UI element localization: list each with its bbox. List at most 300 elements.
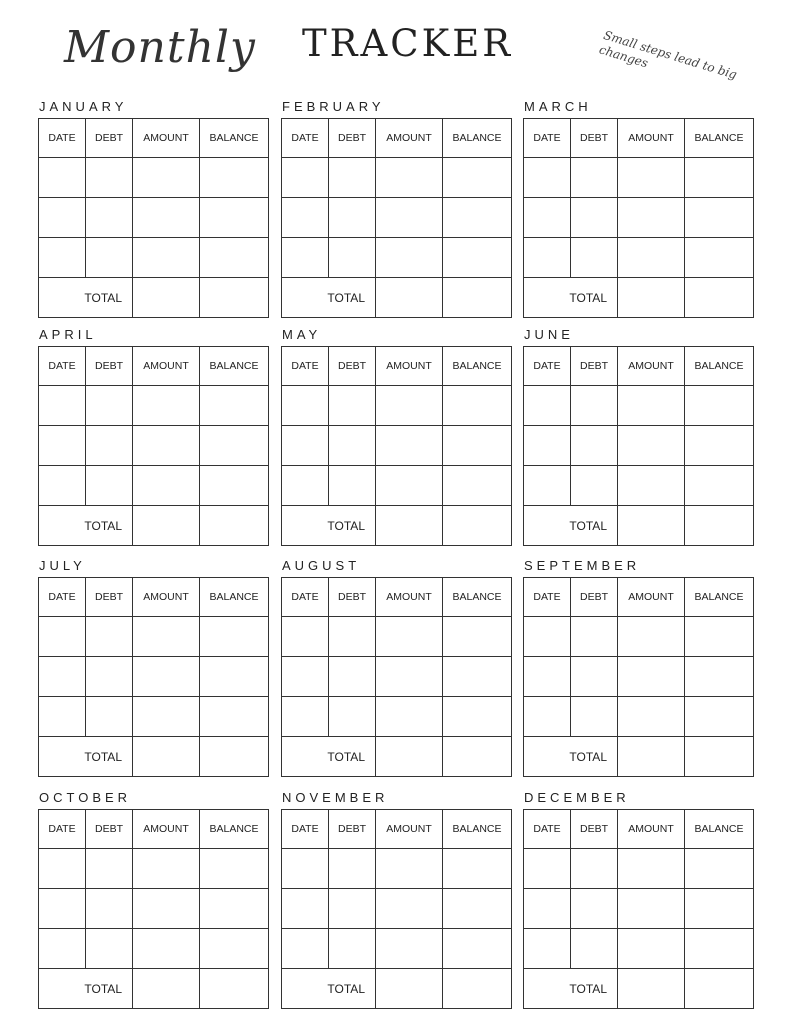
entry-cell[interactable]	[618, 158, 685, 198]
month-name: NOVEMBER	[282, 790, 389, 805]
total-label: TOTAL	[39, 969, 133, 1009]
entry-cell[interactable]	[282, 617, 329, 657]
entry-cell[interactable]	[443, 386, 512, 426]
column-header: BALANCE	[443, 347, 512, 386]
entry-cell[interactable]	[200, 466, 269, 506]
header-row	[39, 119, 269, 158]
entry-cell[interactable]	[685, 198, 754, 238]
entry-cell[interactable]	[282, 929, 329, 969]
entry-cell[interactable]	[133, 929, 200, 969]
entry-cell[interactable]	[524, 158, 571, 198]
entry-cell[interactable]	[618, 198, 685, 238]
column-header: AMOUNT	[618, 119, 685, 158]
total-cell[interactable]	[685, 969, 754, 1009]
entry-cell[interactable]	[443, 238, 512, 278]
entry-cell[interactable]	[282, 198, 329, 238]
entry-cell[interactable]	[86, 466, 133, 506]
total-label: TOTAL	[39, 278, 133, 318]
entry-cell[interactable]	[329, 426, 376, 466]
table-row	[39, 617, 269, 657]
entry-cell[interactable]	[39, 889, 86, 929]
entry-cell[interactable]	[618, 889, 685, 929]
month-table	[281, 346, 512, 546]
month-table	[38, 118, 269, 318]
column-header: AMOUNT	[376, 119, 443, 158]
entry-cell[interactable]	[329, 889, 376, 929]
column-header: DATE	[282, 119, 329, 158]
entry-cell[interactable]	[39, 657, 86, 697]
table-row	[524, 889, 754, 929]
month-name: JUNE	[524, 327, 574, 342]
entry-cell[interactable]	[133, 889, 200, 929]
entry-cell[interactable]	[39, 386, 86, 426]
total-row	[524, 506, 754, 546]
header-row	[282, 810, 512, 849]
entry-cell[interactable]	[571, 158, 618, 198]
entry-cell[interactable]	[200, 617, 269, 657]
column-header: AMOUNT	[133, 578, 200, 617]
total-label: TOTAL	[39, 506, 133, 546]
column-header: DATE	[39, 578, 86, 617]
entry-cell[interactable]	[685, 617, 754, 657]
entry-cell[interactable]	[376, 617, 443, 657]
total-cell[interactable]	[133, 506, 200, 546]
tagline: Small steps lead to big changes	[597, 28, 739, 82]
entry-cell[interactable]	[571, 198, 618, 238]
table-row	[39, 238, 269, 278]
entry-cell[interactable]	[329, 929, 376, 969]
month-table	[523, 346, 754, 546]
table-row	[282, 426, 512, 466]
column-header: DATE	[282, 347, 329, 386]
page-title: TRACKER	[302, 22, 514, 65]
entry-cell[interactable]	[618, 426, 685, 466]
total-cell[interactable]	[443, 506, 512, 546]
total-cell[interactable]	[685, 278, 754, 318]
table-row	[524, 386, 754, 426]
total-cell[interactable]	[133, 278, 200, 318]
entry-cell[interactable]	[524, 929, 571, 969]
entry-cell[interactable]	[86, 158, 133, 198]
entry-cell[interactable]	[282, 657, 329, 697]
entry-cell[interactable]	[39, 466, 86, 506]
entry-cell[interactable]	[133, 426, 200, 466]
column-header: AMOUNT	[133, 347, 200, 386]
entry-cell[interactable]	[329, 849, 376, 889]
total-cell[interactable]	[685, 506, 754, 546]
column-header: DATE	[39, 347, 86, 386]
entry-cell[interactable]	[86, 849, 133, 889]
entry-cell[interactable]	[39, 929, 86, 969]
column-header: DEBT	[86, 119, 133, 158]
month-name: APRIL	[39, 327, 97, 342]
entry-cell[interactable]	[282, 849, 329, 889]
entry-cell[interactable]	[376, 889, 443, 929]
entry-cell[interactable]	[200, 889, 269, 929]
entry-cell[interactable]	[86, 889, 133, 929]
column-header: BALANCE	[685, 810, 754, 849]
column-header: DATE	[524, 810, 571, 849]
entry-cell[interactable]	[571, 426, 618, 466]
month-table	[281, 577, 512, 777]
entry-cell[interactable]	[329, 617, 376, 657]
column-header: AMOUNT	[376, 810, 443, 849]
table-row	[282, 657, 512, 697]
entry-cell[interactable]	[571, 386, 618, 426]
entry-cell[interactable]	[133, 697, 200, 737]
entry-cell[interactable]	[443, 697, 512, 737]
entry-cell[interactable]	[618, 238, 685, 278]
entry-cell[interactable]	[376, 657, 443, 697]
total-cell[interactable]	[443, 737, 512, 777]
total-row	[524, 278, 754, 318]
column-header: DEBT	[571, 578, 618, 617]
column-header: BALANCE	[685, 578, 754, 617]
column-header: AMOUNT	[618, 578, 685, 617]
entry-cell[interactable]	[376, 386, 443, 426]
total-cell[interactable]	[443, 969, 512, 1009]
header-row	[282, 578, 512, 617]
column-header: DEBT	[86, 347, 133, 386]
entry-cell[interactable]	[133, 617, 200, 657]
month-name: JULY	[39, 558, 86, 573]
table-row	[524, 158, 754, 198]
entry-cell[interactable]	[685, 426, 754, 466]
total-row	[39, 969, 269, 1009]
entry-cell[interactable]	[524, 238, 571, 278]
total-cell[interactable]	[618, 737, 685, 777]
entry-cell[interactable]	[443, 617, 512, 657]
column-header: DATE	[282, 810, 329, 849]
table-row	[282, 849, 512, 889]
entry-cell[interactable]	[133, 198, 200, 238]
column-header: DEBT	[329, 578, 376, 617]
entry-cell[interactable]	[282, 466, 329, 506]
entry-cell[interactable]	[443, 657, 512, 697]
total-cell[interactable]	[376, 969, 443, 1009]
entry-cell[interactable]	[571, 697, 618, 737]
column-header: BALANCE	[200, 810, 269, 849]
entry-cell[interactable]	[200, 657, 269, 697]
entry-cell[interactable]	[282, 386, 329, 426]
table-row	[282, 198, 512, 238]
total-row	[39, 506, 269, 546]
entry-cell[interactable]	[200, 929, 269, 969]
total-label: TOTAL	[282, 506, 376, 546]
entry-cell[interactable]	[685, 386, 754, 426]
table-row	[282, 617, 512, 657]
total-cell[interactable]	[443, 278, 512, 318]
column-header: BALANCE	[200, 578, 269, 617]
total-label: TOTAL	[524, 278, 618, 318]
table-row	[39, 158, 269, 198]
entry-cell[interactable]	[524, 697, 571, 737]
entry-cell[interactable]	[86, 426, 133, 466]
entry-cell[interactable]	[282, 889, 329, 929]
entry-cell[interactable]	[376, 466, 443, 506]
entry-cell[interactable]	[86, 198, 133, 238]
month-name: FEBRUARY	[282, 99, 385, 114]
entry-cell[interactable]	[685, 889, 754, 929]
total-label: TOTAL	[524, 506, 618, 546]
month-name: JANUARY	[39, 99, 128, 114]
column-header: DEBT	[571, 119, 618, 158]
column-header: DEBT	[86, 578, 133, 617]
column-header: BALANCE	[200, 347, 269, 386]
table-row	[524, 426, 754, 466]
entry-cell[interactable]	[86, 386, 133, 426]
total-cell[interactable]	[618, 278, 685, 318]
entry-cell[interactable]	[571, 657, 618, 697]
total-row	[524, 969, 754, 1009]
column-header: DATE	[524, 578, 571, 617]
entry-cell[interactable]	[329, 238, 376, 278]
total-row	[282, 506, 512, 546]
total-label: TOTAL	[282, 969, 376, 1009]
header-row	[39, 578, 269, 617]
entry-cell[interactable]	[443, 889, 512, 929]
entry-cell[interactable]	[133, 466, 200, 506]
total-row	[39, 737, 269, 777]
entry-cell[interactable]	[376, 198, 443, 238]
entry-cell[interactable]	[200, 849, 269, 889]
entry-cell[interactable]	[329, 386, 376, 426]
total-cell[interactable]	[200, 506, 269, 546]
entry-cell[interactable]	[200, 238, 269, 278]
entry-cell[interactable]	[685, 929, 754, 969]
entry-cell[interactable]	[685, 238, 754, 278]
entry-cell[interactable]	[86, 617, 133, 657]
entry-cell[interactable]	[282, 238, 329, 278]
total-row	[282, 969, 512, 1009]
entry-cell[interactable]	[133, 158, 200, 198]
entry-cell[interactable]	[376, 697, 443, 737]
month-name: MAY	[282, 327, 322, 342]
entry-cell[interactable]	[618, 929, 685, 969]
entry-cell[interactable]	[86, 657, 133, 697]
column-header: DATE	[524, 119, 571, 158]
table-row	[39, 697, 269, 737]
entry-cell[interactable]	[39, 158, 86, 198]
table-row	[39, 466, 269, 506]
total-row	[282, 278, 512, 318]
total-cell[interactable]	[133, 969, 200, 1009]
total-cell[interactable]	[376, 278, 443, 318]
column-header: AMOUNT	[376, 578, 443, 617]
entry-cell[interactable]	[376, 158, 443, 198]
entry-cell[interactable]	[524, 617, 571, 657]
total-cell[interactable]	[200, 278, 269, 318]
entry-cell[interactable]	[39, 198, 86, 238]
entry-cell[interactable]	[329, 697, 376, 737]
column-header: AMOUNT	[618, 347, 685, 386]
entry-cell[interactable]	[86, 697, 133, 737]
total-row	[39, 278, 269, 318]
column-header: BALANCE	[685, 119, 754, 158]
entry-cell[interactable]	[443, 426, 512, 466]
column-header: AMOUNT	[133, 119, 200, 158]
month-name: MARCH	[524, 99, 592, 114]
entry-cell[interactable]	[133, 849, 200, 889]
column-header: BALANCE	[443, 578, 512, 617]
column-header: DATE	[39, 119, 86, 158]
column-header: DATE	[524, 347, 571, 386]
entry-cell[interactable]	[443, 929, 512, 969]
entry-cell[interactable]	[39, 697, 86, 737]
column-header: DEBT	[329, 347, 376, 386]
entry-cell[interactable]	[571, 849, 618, 889]
entry-cell[interactable]	[685, 697, 754, 737]
month-table	[523, 577, 754, 777]
entry-cell[interactable]	[618, 657, 685, 697]
entry-cell[interactable]	[200, 158, 269, 198]
month-name: AUGUST	[282, 558, 361, 573]
entry-cell[interactable]	[524, 657, 571, 697]
entry-cell[interactable]	[39, 426, 86, 466]
column-header: DEBT	[571, 810, 618, 849]
entry-cell[interactable]	[282, 697, 329, 737]
entry-cell[interactable]	[571, 466, 618, 506]
entry-cell[interactable]	[618, 386, 685, 426]
table-row	[282, 158, 512, 198]
column-header: AMOUNT	[618, 810, 685, 849]
entry-cell[interactable]	[524, 386, 571, 426]
entry-cell[interactable]	[685, 158, 754, 198]
column-header: DEBT	[86, 810, 133, 849]
total-cell[interactable]	[200, 737, 269, 777]
entry-cell[interactable]	[443, 466, 512, 506]
entry-cell[interactable]	[329, 198, 376, 238]
entry-cell[interactable]	[571, 889, 618, 929]
entry-cell[interactable]	[133, 386, 200, 426]
table-row	[524, 617, 754, 657]
entry-cell[interactable]	[524, 426, 571, 466]
month-table	[281, 809, 512, 1009]
total-label: TOTAL	[524, 969, 618, 1009]
total-cell[interactable]	[685, 737, 754, 777]
header-row	[524, 810, 754, 849]
total-cell[interactable]	[618, 506, 685, 546]
table-row	[39, 889, 269, 929]
month-name: OCTOBER	[39, 790, 132, 805]
entry-cell[interactable]	[524, 466, 571, 506]
column-header: DATE	[282, 578, 329, 617]
column-header: DEBT	[329, 119, 376, 158]
column-header: BALANCE	[685, 347, 754, 386]
month-table	[38, 346, 269, 546]
table-row	[524, 466, 754, 506]
table-row	[524, 849, 754, 889]
entry-cell[interactable]	[524, 889, 571, 929]
total-cell[interactable]	[618, 969, 685, 1009]
entry-cell[interactable]	[39, 617, 86, 657]
entry-cell[interactable]	[200, 198, 269, 238]
total-row	[524, 737, 754, 777]
column-header: BALANCE	[443, 119, 512, 158]
table-row	[39, 386, 269, 426]
entry-cell[interactable]	[376, 929, 443, 969]
entry-cell[interactable]	[443, 198, 512, 238]
column-header: BALANCE	[200, 119, 269, 158]
entry-cell[interactable]	[200, 386, 269, 426]
entry-cell[interactable]	[39, 849, 86, 889]
table-row	[282, 466, 512, 506]
entry-cell[interactable]	[524, 198, 571, 238]
entry-cell[interactable]	[685, 466, 754, 506]
entry-cell[interactable]	[200, 697, 269, 737]
month-table	[38, 577, 269, 777]
total-cell[interactable]	[376, 506, 443, 546]
table-row	[282, 889, 512, 929]
column-header: DATE	[39, 810, 86, 849]
entry-cell[interactable]	[571, 929, 618, 969]
total-cell[interactable]	[200, 969, 269, 1009]
header-row	[524, 119, 754, 158]
table-row	[39, 198, 269, 238]
column-header: AMOUNT	[376, 347, 443, 386]
table-row	[524, 697, 754, 737]
entry-cell[interactable]	[443, 849, 512, 889]
entry-cell[interactable]	[376, 426, 443, 466]
total-label: TOTAL	[282, 278, 376, 318]
entry-cell[interactable]	[282, 426, 329, 466]
table-row	[524, 929, 754, 969]
entry-cell[interactable]	[571, 617, 618, 657]
month-table	[523, 809, 754, 1009]
table-row	[524, 238, 754, 278]
entry-cell[interactable]	[685, 849, 754, 889]
total-row	[282, 737, 512, 777]
entry-cell[interactable]	[376, 238, 443, 278]
entry-cell[interactable]	[329, 466, 376, 506]
entry-cell[interactable]	[329, 657, 376, 697]
total-label: TOTAL	[282, 737, 376, 777]
table-row	[39, 426, 269, 466]
header-row	[282, 119, 512, 158]
month-table	[38, 809, 269, 1009]
table-row	[282, 929, 512, 969]
entry-cell[interactable]	[86, 929, 133, 969]
month-name: DECEMBER	[524, 790, 630, 805]
total-cell[interactable]	[376, 737, 443, 777]
entry-cell[interactable]	[376, 849, 443, 889]
table-row	[39, 929, 269, 969]
month-table	[281, 118, 512, 318]
entry-cell[interactable]	[618, 617, 685, 657]
entry-cell[interactable]	[571, 238, 618, 278]
column-header: BALANCE	[443, 810, 512, 849]
entry-cell[interactable]	[618, 849, 685, 889]
entry-cell[interactable]	[685, 657, 754, 697]
entry-cell[interactable]	[86, 238, 133, 278]
entry-cell[interactable]	[133, 657, 200, 697]
entry-cell[interactable]	[329, 158, 376, 198]
entry-cell[interactable]	[133, 238, 200, 278]
entry-cell[interactable]	[618, 697, 685, 737]
entry-cell[interactable]	[524, 849, 571, 889]
total-label: TOTAL	[39, 737, 133, 777]
entry-cell[interactable]	[443, 158, 512, 198]
entry-cell[interactable]	[618, 466, 685, 506]
page-title-script: Monthly	[64, 22, 256, 73]
header-row	[524, 347, 754, 386]
column-header: DEBT	[329, 810, 376, 849]
total-cell[interactable]	[133, 737, 200, 777]
entry-cell[interactable]	[39, 238, 86, 278]
entry-cell[interactable]	[282, 158, 329, 198]
entry-cell[interactable]	[200, 426, 269, 466]
table-row	[39, 849, 269, 889]
